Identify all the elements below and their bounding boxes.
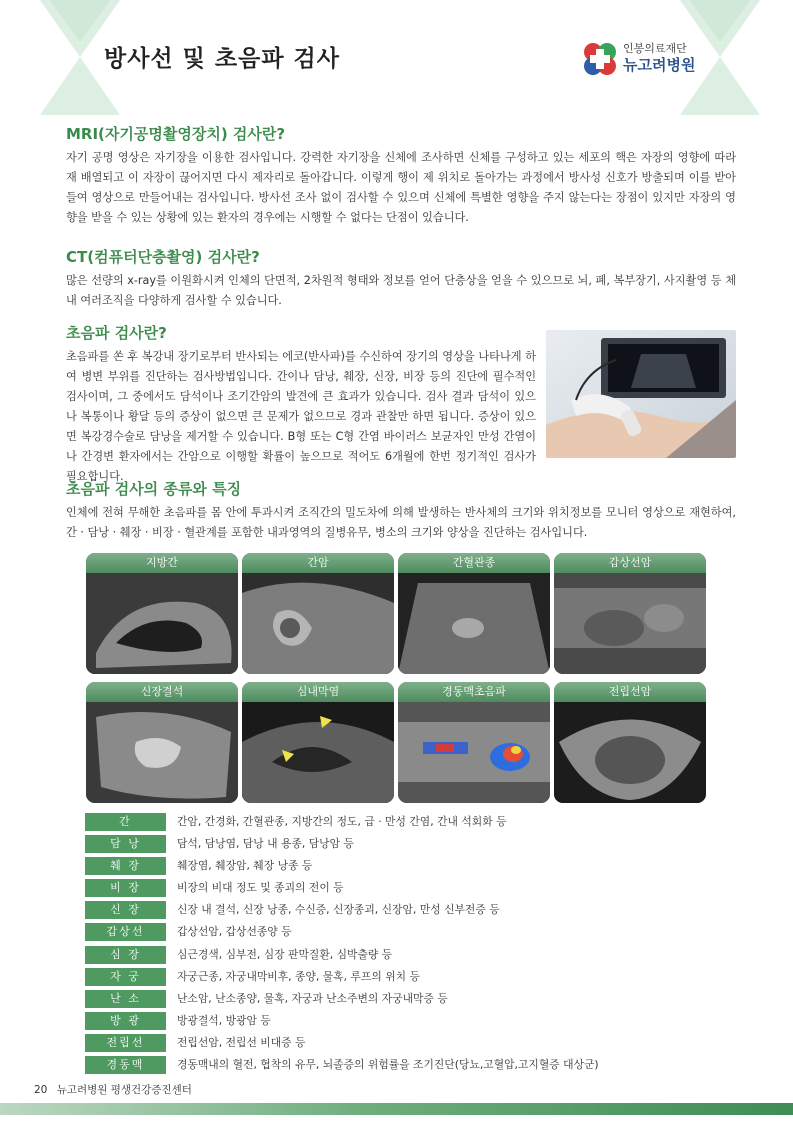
- organ-row: [85, 988, 725, 1010]
- organ-row: [85, 1032, 725, 1054]
- scan-image: [242, 573, 394, 674]
- ultrasound-types-title: 초음파 검사의 종류와 특징: [66, 480, 242, 498]
- organ-label: 갑상선: [85, 923, 166, 941]
- footer: [34, 1082, 192, 1097]
- organ-description: 전립선암, 전립선 비대증 등: [177, 1035, 306, 1049]
- organ-label: 자 궁: [85, 968, 166, 986]
- organ-description: 난소암, 난소종양, 물혹, 자궁과 난소주변의 자궁내막증 등: [177, 991, 448, 1005]
- image-thyroid-cancer: [554, 553, 706, 674]
- mri-section-body: 자기 공명 영상은 자기장을 이용한 검사입니다. 강력한 자기장을 신체에 조사하면 신체를 구성하고 있는 세포의 핵은 자장의 영향에 따라 재 배열되고 이 자장이 끊어지면 다시 제자리로 돌아갑니다. 이렇게 행이 제 위치로 돌아가는 과정에서 방사성 신호가 방출되며 이를 받아들여 영상으로 만들어내는 검사입니다. 방사선 조사 없이 검사할 수 있으며 신체에 특별한 영향을 주지 않는다는 장점이 있지만 자장의 영향을 받을 수 있는 상황에 있는 환자의 경우에는 시행할 수 없다는 단점이 있습니다.: [66, 151, 736, 224]
- organ-description: 자궁근종, 자궁내막비후, 종양, 물혹, 루프의 위치 등: [177, 969, 420, 983]
- hospital-cross-icon: [583, 42, 617, 76]
- organ-description: 갑상선암, 갑상선종양 등: [177, 925, 292, 939]
- ultrasound-types-body: 인체에 전혀 무해한 초음파를 몸 안에 투과시켜 조직간의 밀도차에 의해 발생하는 반사체의 크기와 위치정보를 모니터 영상으로 재현하여, 간 · 담낭 · 췌장 · 비장 · 혈관계를 포함한 내과영역의 질병유무, 병소의 크기와 양상을 진단하는 검사입니다.: [66, 506, 736, 539]
- scan-image: [242, 702, 394, 803]
- organ-description: 경동맥내의 혈전, 협착의 유무, 뇌졸증의 위험률을 조기진단(당뇨,고혈압,고지혈증 대상군): [177, 1058, 599, 1072]
- image-liver-hemangioma: [398, 553, 550, 674]
- page-number: 20: [34, 1084, 48, 1096]
- organ-row: [85, 811, 725, 833]
- image-label: 경동맥초음파: [398, 682, 550, 702]
- organ-label: 심 장: [85, 946, 166, 964]
- ultrasound-image-grid: [86, 553, 708, 803]
- logo-foundation-name: 인봉의료재단: [623, 42, 687, 55]
- ct-section-title: CT(컴퓨터단층촬영) 검사란?: [66, 248, 260, 266]
- scan-image: [86, 573, 238, 674]
- image-label: 갑상선암: [554, 553, 706, 573]
- organ-label: 경동맥: [85, 1056, 166, 1074]
- organ-description: 신장 내 결석, 신장 낭종, 수신증, 신장종괴, 신장암, 만성 신부전증 등: [177, 903, 500, 917]
- scan-image: [554, 702, 706, 803]
- organ-row: [85, 833, 725, 855]
- organ-description: 심근경색, 심부전, 심장 판막질환, 심박출량 등: [177, 947, 393, 961]
- organ-disease-table: [85, 811, 725, 1076]
- organ-row: [85, 921, 725, 943]
- image-carotid-ultrasound: [398, 682, 550, 803]
- mri-section-title: MRI(자기공명촬영장치) 검사란?: [66, 125, 286, 143]
- organ-description: 비장의 비대 정도 및 종괴의 전이 등: [177, 881, 344, 895]
- organ-description: 담석, 담낭염, 담낭 내 용종, 담낭암 등: [177, 837, 354, 851]
- organ-row: [85, 855, 725, 877]
- organ-description: 췌장염, 췌장암, 췌장 낭종 등: [177, 859, 313, 873]
- organ-description: 방광결석, 방광암 등: [177, 1013, 271, 1027]
- ct-section-body: 많은 선량의 x-ray를 이원화시켜 인체의 단면적, 2차원적 형태와 정보를 얻어 단층상을 얻을 수 있으므로 뇌, 폐, 복부장기, 사지촬영 등 체내 여러조직을 다양하게 검사할 수 있습니다.: [66, 274, 736, 307]
- image-label: 신장결석: [86, 682, 238, 702]
- organ-label: 췌 장: [85, 857, 166, 875]
- image-prostate-cancer: [554, 682, 706, 803]
- ct-section: [66, 246, 736, 311]
- ultrasound-section-title: 초음파 검사란?: [66, 324, 167, 342]
- mri-section: [66, 123, 736, 228]
- footer-center-name: 뉴고려병원 평생건강증진센터: [56, 1084, 192, 1096]
- logo-hospital-name: 뉴고려병원: [623, 56, 696, 74]
- organ-label: 간: [85, 813, 166, 831]
- ultrasound-section-body: 초음파를 쏜 후 복강내 장기로부터 반사되는 에코(반사파)를 수신하여 장기의 영상을 나타나게 하여 병변 부위를 진단하는 검사방법입니다. 간이나 담낭, 췌장, 신장, 비장 등의 진단에 필수적인 검사이며, 그 중에서도 담석이나 조기간암의 발견에 큰 효과가 있습니다. 검사 결과 담석이 있으나 복통이나 황달 등의 증상이 없으면 큰 문제가 없으므로 경과 관찰만 하면 됩니다. 증상이 있으면 복강경수술로 담낭을 제거할 수 있습니다. B형 또는 C형 간염 바이러스 보균자인 만성 간염이나 간경변 환자에서는 간암으로 이행할 확률이 높으므로 적어도 6개월에 한번 정기적인 검사가 필요합니다.: [66, 350, 536, 483]
- image-label: 간혈관종: [398, 553, 550, 573]
- ultrasound-section: [66, 322, 536, 487]
- organ-row: [85, 1010, 725, 1032]
- ultrasound-exam-photo: [546, 330, 736, 458]
- hospital-logo: [583, 40, 733, 80]
- organ-description: 간암, 간경화, 간혈관종, 지방간의 정도, 급 · 만성 간염, 간내 석회화 등: [177, 815, 507, 828]
- image-kidney-stone: [86, 682, 238, 803]
- organ-row: [85, 877, 725, 899]
- organ-label: 전립선: [85, 1034, 166, 1052]
- image-label: 심내막염: [242, 682, 394, 702]
- image-label: 전립선암: [554, 682, 706, 702]
- footer-green-bar: [0, 1103, 793, 1115]
- image-label: 간암: [242, 553, 394, 573]
- organ-row: [85, 1054, 725, 1076]
- image-endocarditis: [242, 682, 394, 803]
- organ-row: [85, 899, 725, 921]
- organ-label: 담 낭: [85, 835, 166, 853]
- organ-label: 비 장: [85, 879, 166, 897]
- scan-image: [398, 702, 550, 803]
- image-label: 지방간: [86, 553, 238, 573]
- page-title: 방사선 및 초음파 검사: [104, 46, 340, 72]
- ultrasound-types-section: [66, 478, 736, 543]
- scan-image: [398, 573, 550, 674]
- organ-label: 신 장: [85, 901, 166, 919]
- organ-label: 난 소: [85, 990, 166, 1008]
- scan-image: [86, 702, 238, 803]
- image-liver-cancer: [242, 553, 394, 674]
- image-fatty-liver: [86, 553, 238, 674]
- organ-row: [85, 944, 725, 966]
- organ-row: [85, 966, 725, 988]
- scan-image: [554, 573, 706, 674]
- organ-label: 방 광: [85, 1012, 166, 1030]
